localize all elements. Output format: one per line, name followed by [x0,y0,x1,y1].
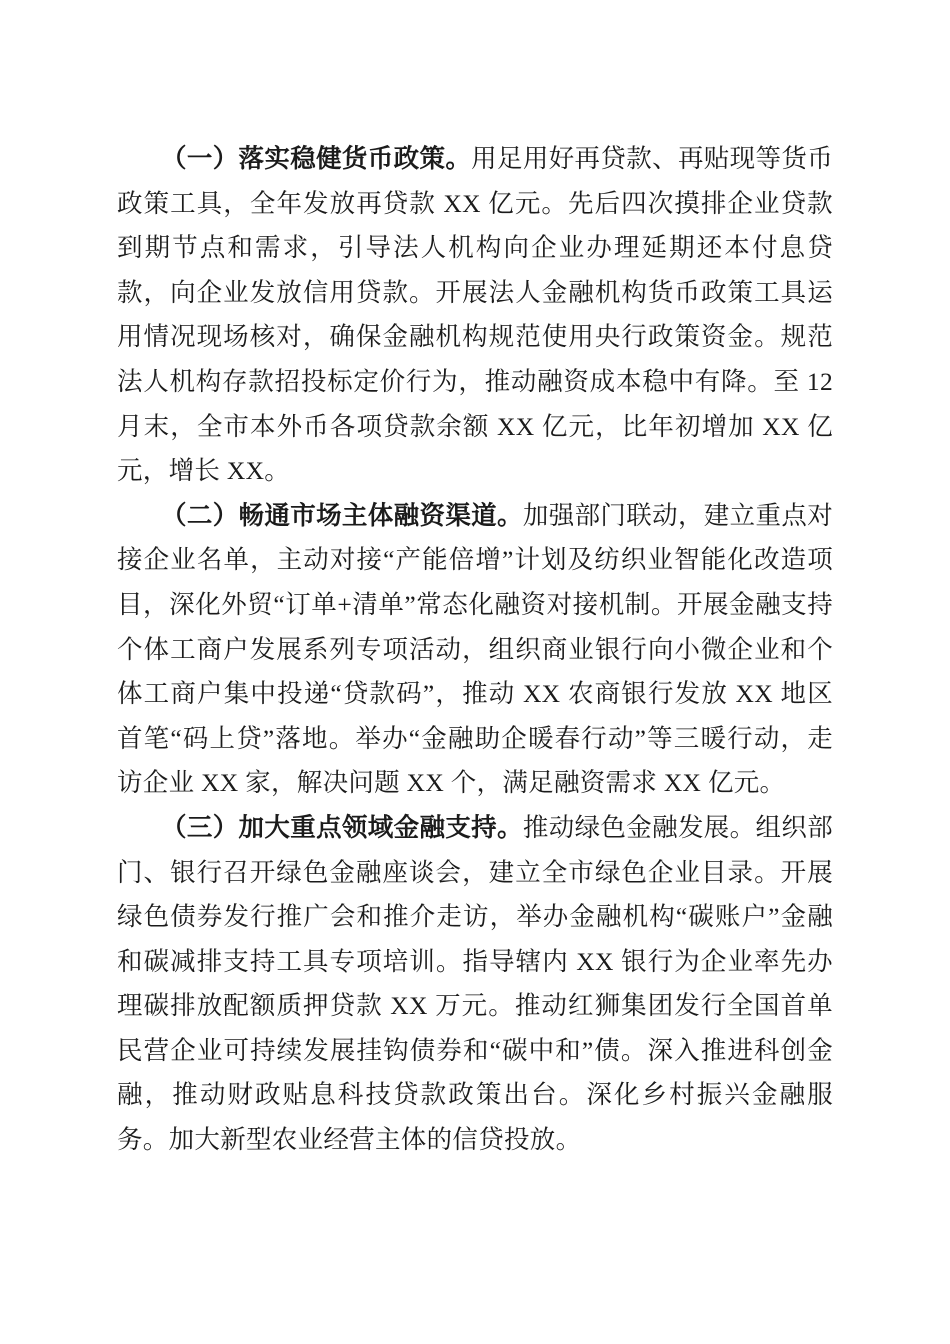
document-body [117,137,833,1163]
section-2-body-text: 加强部门联动，建立重点对接企业名单，主动对接“产能倍增”计划及纺织业智能化改造项目，深化外贸“订单+清单”常态化融资对接机制。开展金融支持个体工商户发展系列专项活动，组织商业银行向小微企业和个体工商户集中投递“贷款码”，推动 XX 农商银行发放 XX 地区首笔“码上贷”落地。举办“金融助企暖春行动”等三暖行动，走访企业 XX 家，解决问题 XX 个，满足融资需求 XX 亿元。 [117,500,833,798]
section-1-heading: （一）落实稳健货币政策。 [161,144,472,173]
section-3-body-text: 推动绿色金融发展。组织部门、银行召开绿色金融座谈会，建立全市绿色企业目录。开展绿色债券发行推广会和推介走访，举办金融机构“碳账户”金融和碳减排支持工具专项培训。指导辖内 XX 银行为企业率先办理碳排放配额质押贷款 XX 万元。推动红狮集团发行全国首单民营企业可持续发展挂钩债券和“碳中和”债。深入推进科创金融，推动财政贴息科技贷款政策出台。深化乡村振兴金融服务。加大新型农业经营主体的信贷投放。 [117,812,833,1155]
section-3-heading: （三）加大重点领域金融支持。 [161,812,523,842]
section-1-body-text: 用足用好再贷款、再贴现等货币政策工具，全年发放再贷款 XX 亿元。先后四次摸排企业贷款到期节点和需求，引导法人机构向企业办理延期还本付息贷款，向企业发放信用贷款。开展法人金融机构货币政策工具运用情况现场核对，确保金融机构规范使用央行政策资金。规范法人机构存款招投标定价行为，推动融资成本稳中有降。至 12 月末，全市本外币各项贷款余额 XX 亿元，比年初增加 XX 亿元，增长 XX。 [117,144,833,486]
section-2-heading: （二）畅通市场主体融资渠道。 [161,500,523,530]
paragraph-section-1 [117,137,833,494]
paragraph-section-2 [117,494,833,806]
paragraph-section-3 [117,806,833,1163]
